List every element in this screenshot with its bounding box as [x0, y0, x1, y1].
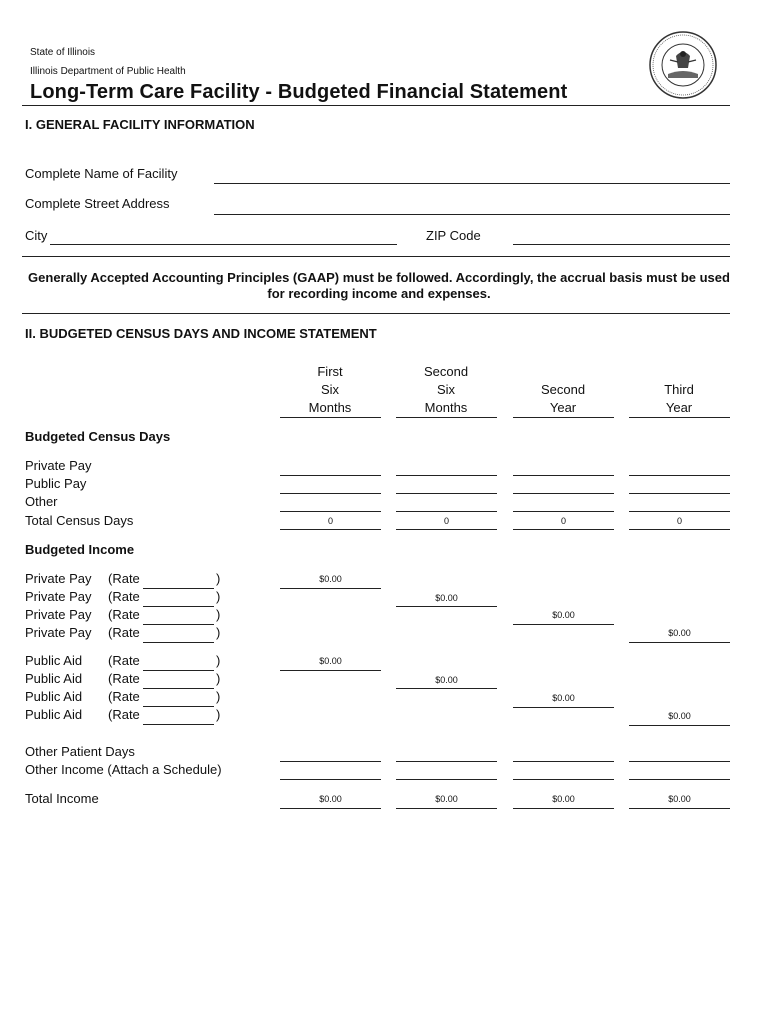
- gaap-notice: Generally Accepted Accounting Principles (GAAP) must be followed. Accordingly, the accrual basis must be used for recording income and expenses.: [28, 270, 730, 301]
- rate-close: ): [216, 653, 221, 668]
- column-header-rule: [513, 417, 614, 418]
- census-public-pay-field[interactable]: [280, 493, 381, 494]
- total-income-value: $0.00: [435, 794, 458, 804]
- income-public-aid-label: Public Aid: [25, 653, 83, 668]
- census-other-field[interactable]: [280, 511, 381, 512]
- rate-label: (Rate: [108, 653, 140, 668]
- census-total-label: Total Census Days: [25, 513, 134, 528]
- other-income-field[interactable]: [280, 779, 381, 780]
- census-public-pay-field[interactable]: [396, 493, 497, 494]
- other-income-label: Other Income (Attach a Schedule): [25, 762, 222, 777]
- rate-field[interactable]: [143, 688, 214, 689]
- department-label: Illinois Department of Public Health: [30, 66, 186, 77]
- total-income-rule: [513, 808, 614, 809]
- rate-field[interactable]: [143, 606, 214, 607]
- income-private-pay-label: Private Pay: [25, 571, 92, 586]
- street-address-field[interactable]: [214, 214, 730, 215]
- public-aid-income-rule: [396, 688, 497, 689]
- census-private-pay-field[interactable]: [629, 475, 730, 476]
- column-header-rule: [396, 417, 497, 418]
- other-patient-days-field[interactable]: [396, 761, 497, 762]
- public-aid-income-value: $0.00: [552, 693, 575, 703]
- other-patient-days-label: Other Patient Days: [25, 744, 135, 759]
- private-pay-income-rule: [396, 606, 497, 607]
- census-public-pay-field[interactable]: [513, 493, 614, 494]
- private-pay-income-value: $0.00: [435, 593, 458, 603]
- other-patient-days-field[interactable]: [513, 761, 614, 762]
- rate-field[interactable]: [143, 706, 214, 707]
- census-total-rule: [513, 529, 614, 530]
- rate-close: ): [216, 689, 221, 704]
- rate-field[interactable]: [143, 624, 214, 625]
- income-public-aid-label: Public Aid: [25, 689, 83, 704]
- income-public-aid-label: Public Aid: [25, 671, 83, 686]
- column-header-rule: [280, 417, 381, 418]
- public-aid-income-rule: [629, 725, 730, 726]
- public-aid-income-value: $0.00: [668, 711, 691, 721]
- census-total-rule: [629, 529, 730, 530]
- section1-heading: I. GENERAL FACILITY INFORMATION: [25, 117, 255, 132]
- private-pay-income-rule: [629, 642, 730, 643]
- census-total-value: 0: [560, 516, 566, 526]
- rate-field[interactable]: [143, 588, 214, 589]
- rate-close: ): [216, 707, 221, 722]
- rate-label: (Rate: [108, 589, 140, 604]
- income-public-aid-label: Public Aid: [25, 707, 83, 722]
- facility-name-label: Complete Name of Facility: [25, 166, 178, 181]
- zip-label: ZIP Code: [426, 228, 481, 243]
- census-other-field[interactable]: [513, 511, 614, 512]
- rate-label: (Rate: [108, 607, 140, 622]
- rate-close: ): [216, 589, 221, 604]
- census-total-value: 0: [443, 516, 449, 526]
- private-pay-income-value: $0.00: [552, 610, 575, 620]
- zip-field[interactable]: [513, 244, 730, 245]
- rate-field[interactable]: [143, 642, 214, 643]
- facility-name-field[interactable]: [214, 183, 730, 184]
- section-divider: [22, 313, 730, 314]
- column-header-second-six-months: Second Six Months: [423, 364, 469, 415]
- total-income-rule: [396, 808, 497, 809]
- census-private-pay-field[interactable]: [396, 475, 497, 476]
- city-field[interactable]: [50, 244, 397, 245]
- rate-field[interactable]: [143, 724, 214, 725]
- census-total-value: 0: [327, 516, 333, 526]
- state-seal-icon: [648, 30, 718, 100]
- other-income-field[interactable]: [396, 779, 497, 780]
- rate-label: (Rate: [108, 689, 140, 704]
- rate-close: ): [216, 607, 221, 622]
- private-pay-income-value: $0.00: [319, 574, 342, 584]
- other-patient-days-field[interactable]: [280, 761, 381, 762]
- other-patient-days-field[interactable]: [629, 761, 730, 762]
- census-other-field[interactable]: [396, 511, 497, 512]
- rate-close: ): [216, 625, 221, 640]
- budgeted-income-heading: Budgeted Income: [25, 542, 135, 557]
- census-other-label: Other: [25, 494, 58, 509]
- column-header-first-six-months: First Six Months: [308, 364, 352, 415]
- column-header-rule: [629, 417, 730, 418]
- census-private-pay-field[interactable]: [280, 475, 381, 476]
- rate-close: ): [216, 571, 221, 586]
- public-aid-income-rule: [280, 670, 381, 671]
- total-income-value: $0.00: [668, 794, 691, 804]
- census-total-value: 0: [676, 516, 682, 526]
- census-private-pay-label: Private Pay: [25, 458, 92, 473]
- public-aid-income-rule: [513, 707, 614, 708]
- income-private-pay-label: Private Pay: [25, 625, 92, 640]
- column-header-second-year: Second Year: [540, 382, 586, 415]
- rate-label: (Rate: [108, 707, 140, 722]
- rate-field[interactable]: [143, 670, 214, 671]
- other-income-field[interactable]: [513, 779, 614, 780]
- street-address-label: Complete Street Address: [25, 196, 170, 211]
- private-pay-income-rule: [280, 588, 381, 589]
- section-divider: [22, 256, 730, 257]
- section2-heading: II. BUDGETED CENSUS DAYS AND INCOME STATEMENT: [25, 326, 377, 341]
- total-income-value: $0.00: [319, 794, 342, 804]
- city-label: City: [25, 228, 48, 243]
- income-private-pay-label: Private Pay: [25, 607, 92, 622]
- census-total-rule: [280, 529, 381, 530]
- rate-label: (Rate: [108, 671, 140, 686]
- private-pay-income-rule: [513, 624, 614, 625]
- state-label: State of Illinois: [30, 47, 96, 58]
- census-total-rule: [396, 529, 497, 530]
- rate-close: ): [216, 671, 221, 686]
- rate-label: (Rate: [108, 571, 140, 586]
- other-income-field[interactable]: [629, 779, 730, 780]
- census-private-pay-field[interactable]: [513, 475, 614, 476]
- page-title: Long-Term Care Facility - Budgeted Financial Statement: [30, 81, 568, 103]
- public-aid-income-value: $0.00: [319, 656, 342, 666]
- public-aid-income-value: $0.00: [435, 675, 458, 685]
- total-income-label: Total Income: [25, 791, 99, 806]
- census-public-pay-label: Public Pay: [25, 476, 87, 491]
- private-pay-income-value: $0.00: [668, 628, 691, 638]
- total-income-rule: [629, 808, 730, 809]
- census-days-heading: Budgeted Census Days: [25, 429, 171, 444]
- header-divider: [22, 105, 730, 106]
- income-private-pay-label: Private Pay: [25, 589, 92, 604]
- census-public-pay-field[interactable]: [629, 493, 730, 494]
- total-income-value: $0.00: [552, 794, 575, 804]
- rate-label: (Rate: [108, 625, 140, 640]
- column-header-third-year: Third Year: [664, 382, 694, 415]
- census-other-field[interactable]: [629, 511, 730, 512]
- total-income-rule: [280, 808, 381, 809]
